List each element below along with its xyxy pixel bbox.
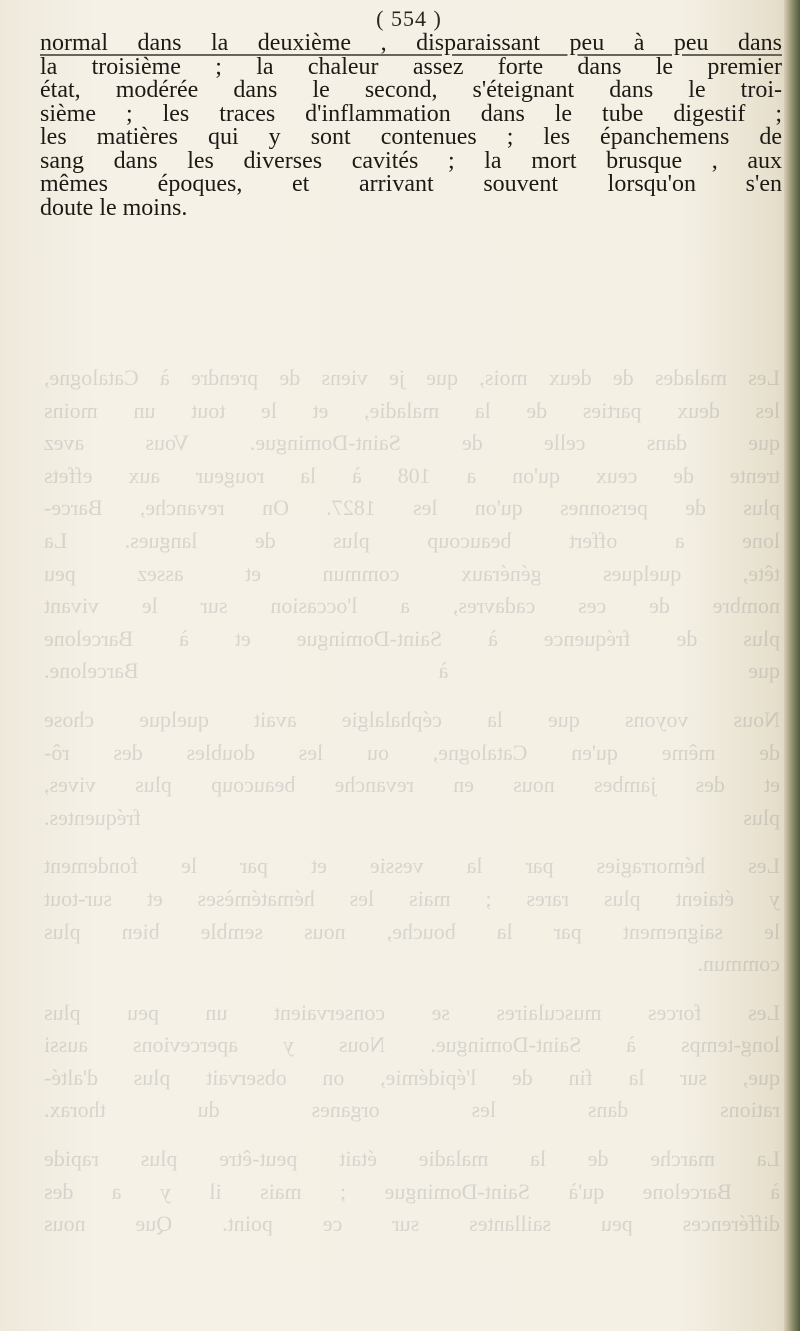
main-paragraph <box>40 32 782 220</box>
text-line: sième ; les traces d'inflammation dans le tube digestif ; <box>40 100 782 127</box>
bleed-line: et des jambes nous en revanche beaucoup plus vives, <box>44 772 780 798</box>
bleed-line: de même qu'en Catalogne, ou les doubles des rô- <box>44 739 780 765</box>
bleed-line: plus de fréquence à Saint-Domingue et à Barcelone <box>44 625 780 651</box>
text-line: les matières qui y sont contenues ; les épanchemens de <box>40 124 782 150</box>
bleed-line: nombre de ces cadavres, a l'occasion sur le vivant <box>44 593 780 619</box>
bleed-gap <box>44 834 780 850</box>
text-line: sang dans les diverses cavités ; la mort brusque , aux <box>40 147 782 174</box>
bleed-line: long-temps à Saint-Domingue. Nous y apercevions aussi <box>44 1032 780 1058</box>
text-line: mêmes époques, et arrivant souvent lorsqu'on s'en <box>40 171 782 197</box>
text-line: doute le moins. <box>40 194 188 221</box>
bleed-line: tête, quelques généraux commun et assez peu <box>44 560 780 586</box>
bleed-line: que dans celle de Saint-Domingue. Vous avez <box>44 430 780 456</box>
page-number: ( 554 ) <box>376 6 442 31</box>
bleed-gap <box>44 688 780 704</box>
bleed-line: Les malades de deux mois, que je viens de prendre à Catalogne, <box>44 365 780 390</box>
bleed-line: y étaient plus rares ; mais les hématémèses et sur-tout <box>44 885 780 911</box>
text-line: état, modérée dans le second, s'éteignant dans le troi- <box>40 77 782 103</box>
bleed-line: que, sur la fin de l'épidémie, on observait plus d'alté- <box>44 1064 780 1090</box>
bleed-line: La marche de la maladie était peut-être plus rapide <box>44 1146 780 1172</box>
bleed-line: le saignement par la bouche, nous semble bien plus <box>44 918 780 944</box>
bleed-line: plus fréquentes. <box>44 804 780 830</box>
bleed-line: différences peu saillantes sur ce point. Que nous <box>44 1211 780 1237</box>
bleed-through-text <box>44 362 780 1241</box>
bleed-line: plus de personnes qu'on les 1827. On revanche, Barce- <box>44 495 780 521</box>
bleed-line: lone a offert beaucoup plus de langues. La <box>44 527 780 553</box>
text-line: normal dans la deuxième , disparaissant peu à peu dans <box>40 30 782 56</box>
bleed-line: Les forces musculaires se conservaient un peu plus <box>44 999 780 1025</box>
bleed-line: trente de ceux qu'on a 108 à la rougeur aux effets <box>44 462 780 488</box>
page-edge-shadow <box>784 0 800 1331</box>
bleed-gap <box>44 981 780 997</box>
bleed-line: commun. <box>697 951 780 977</box>
text-line: la troisième ; la chaleur assez forte dans le premier <box>40 53 782 80</box>
bleed-line: Les hémorragies par la vessie et par le fondement <box>44 853 780 879</box>
bleed-line: à Barcelone qu'à Saint-Domingue ; mais il y a des <box>44 1178 780 1204</box>
bleed-line: rations dans les organes du thorax. <box>44 1097 780 1123</box>
bleed-line: que à Barcelone. <box>44 658 780 684</box>
bleed-line: Nous voyons que la céphalalgie avait quelque chose <box>44 706 780 732</box>
bleed-gap <box>44 1127 780 1143</box>
bleed-line: les deux parties de la maladie, et le tout un moins <box>44 397 780 423</box>
